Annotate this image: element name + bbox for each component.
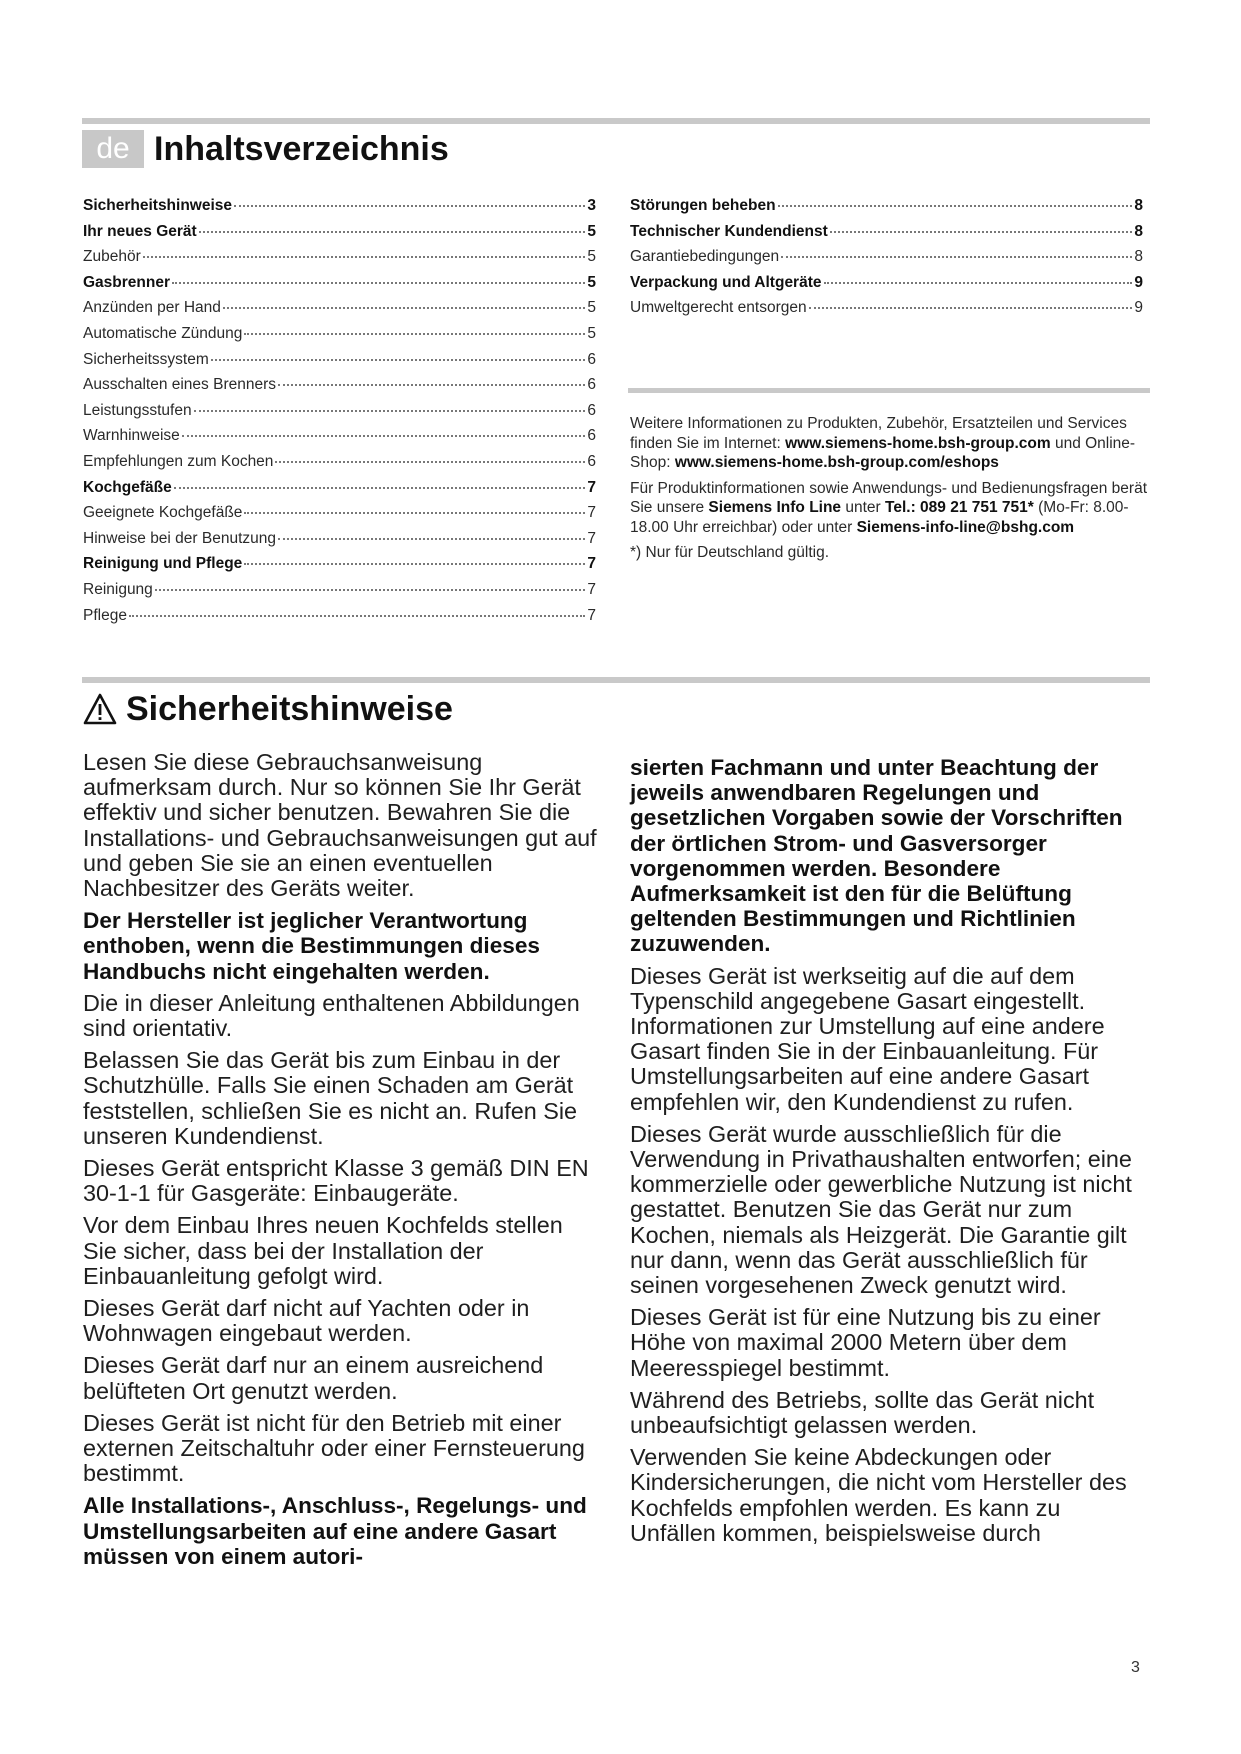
page-number: 3 bbox=[1131, 1659, 1140, 1676]
toc-entry[interactable] bbox=[83, 581, 596, 607]
safety-right-column bbox=[630, 755, 1150, 1553]
toc-entry-page: 9 bbox=[1134, 273, 1143, 291]
safety-paragraph: Vor dem Einbau Ihres neuen Kochfelds stellen Sie sicher, dass bei der Installation der Einbauanleitung gefolgt wird. bbox=[83, 1212, 563, 1289]
info-rule bbox=[628, 388, 1150, 393]
toc-leader-dots bbox=[778, 205, 1133, 207]
eshop-link[interactable]: www.siemens-home.bsh-group.com/eshops bbox=[674, 454, 999, 471]
info-paragraph-web: Weitere Informationen zu Produkten, Zubehör, Ersatzteilen und Services finden Sie im Internet: www.siemens-home.bsh-group.com und Online-Shop: www.siemens-home.bsh-group.com/eshops bbox=[630, 415, 1136, 471]
toc-leader-dots bbox=[182, 435, 586, 437]
toc-entry-page: 5 bbox=[587, 222, 596, 240]
toc-entry[interactable] bbox=[83, 555, 596, 581]
safety-paragraph: Lesen Sie diese Gebrauchsanweisung aufmerksam durch. Nur so können Sie Ihr Gerät effektiv und sicher benutzen. Bewahren Sie die Installations- und Gebrauchsanweisungen gut auf und geben Sie sie an einen eventuellen Nachbesitzer des Geräts weiter. bbox=[83, 749, 597, 902]
toc-entry-page: 7 bbox=[587, 555, 596, 573]
safety-paragraph: Während des Betriebs, sollte das Gerät nicht unbeaufsichtigt gelassen werden. bbox=[630, 1386, 1095, 1439]
toc-entry-title: Leistungsstufen bbox=[83, 401, 192, 419]
toc-entry-page: 7 bbox=[587, 478, 596, 496]
toc-entry-page: 5 bbox=[587, 248, 596, 266]
toc-entry-title: Ihr neues Gerät bbox=[83, 222, 197, 240]
toc-leader-dots bbox=[278, 538, 585, 540]
toc-entry[interactable] bbox=[630, 223, 1143, 249]
toc-entry-page: 8 bbox=[1134, 222, 1143, 240]
toc-leader-dots bbox=[194, 410, 586, 412]
safety-paragraph: Dieses Gerät ist werkseitig auf die auf dem Typenschild angegebene Gasart eingestellt. Informationen zur Umstellung auf eine andere Gasart finden Sie in der Einbauanleitung. Für Umstellungsarbeiten auf eine andere Gasart empfehlen wir, den Kundendienst zu rufen. bbox=[630, 962, 1105, 1115]
toc-entry-page: 9 bbox=[1134, 299, 1143, 317]
toc-entry-title: Umweltgerecht entsorgen bbox=[630, 299, 807, 317]
toc-entry-page: 7 bbox=[587, 606, 596, 624]
toc-leader-dots bbox=[155, 589, 586, 591]
toc-leader-dots bbox=[244, 563, 585, 565]
toc-entry[interactable] bbox=[83, 402, 596, 428]
safety-paragraph: Dieses Gerät ist nicht für den Betrieb mit einer externen Zeitschaltuhr oder einer Fernsteuerung bestimmt. bbox=[83, 1409, 585, 1487]
toc-leader-dots bbox=[199, 231, 586, 233]
toc-entry-page: 7 bbox=[587, 504, 596, 522]
toc-entry[interactable] bbox=[83, 351, 596, 377]
toc-title: Inhaltsverzeichnis bbox=[154, 130, 449, 168]
toc-entry[interactable] bbox=[83, 325, 596, 351]
toc-entry[interactable] bbox=[83, 504, 596, 530]
safety-paragraph: Belassen Sie das Gerät bis zum Einbau in der Schutzhülle. Falls Sie einen Schaden am Gerät feststellen, schließen Sie es nicht an. Rufen Sie unseren Kundendienst. bbox=[83, 1047, 578, 1149]
toc-entry-title: Reinigung bbox=[83, 580, 153, 598]
toc-leader-dots bbox=[234, 205, 585, 207]
toc-entry-title: Technischer Kundendienst bbox=[630, 222, 828, 240]
toc-entry[interactable] bbox=[83, 299, 596, 325]
toc-entry-title: Warnhinweise bbox=[83, 427, 180, 445]
toc-entry[interactable] bbox=[630, 274, 1143, 300]
safety-left-column bbox=[83, 750, 603, 1576]
toc-entry-page: 6 bbox=[587, 427, 596, 445]
toc-entry-page: 7 bbox=[587, 580, 596, 598]
toc-entry-page: 8 bbox=[1134, 248, 1143, 266]
safety-paragraph: Dieses Gerät wurde ausschließlich für die Verwendung in Privathaushalten entworfen; eine kommerzielle oder gewerbliche Nutzung ist nicht gestattet. Benutzen Sie das Gerät nur zum Kochen, niemals als Heizgerät. Die Garantie gilt nur dann, wenn das Gerät ausschließlich für seinen vorgesehenen Zweck genutzt wird. bbox=[630, 1120, 1132, 1299]
toc-entry-page: 3 bbox=[587, 197, 596, 214]
toc-entry-title: Hinweise bei der Benutzung bbox=[83, 529, 277, 547]
toc-leader-dots bbox=[278, 384, 585, 386]
toc-entry[interactable] bbox=[83, 479, 596, 505]
toc-leader-dots bbox=[824, 282, 1133, 284]
safety-paragraph: Dieses Gerät entspricht Klasse 3 gemäß DIN EN 30-1-1 für Gasgeräte: Einbaugeräte. bbox=[83, 1155, 589, 1207]
toc-entry-title: Garantiebedingungen bbox=[630, 248, 780, 266]
toc-entry[interactable] bbox=[83, 248, 596, 274]
toc-entry-title: Sicherheitssystem bbox=[83, 350, 209, 368]
toc-leader-dots bbox=[275, 461, 585, 463]
toc-entry[interactable] bbox=[83, 223, 596, 249]
toc-entry[interactable] bbox=[83, 453, 596, 479]
safety-paragraph: Verwenden Sie keine Abdeckungen oder Kindersicherungen, die nicht vom Hersteller des Kochfelds empfohlen werden. Es kann zu Unfällen kommen, beispielsweise durch bbox=[630, 1444, 1127, 1546]
info-paragraph-hotline: Für Produktinformationen sowie Anwendungs- und Bedienungsfragen berät Sie unsere Siemens Info Line unter Tel.: 089 21 751 751* (Mo-Fr: 8.00-18.00 Uhr erreichbar) oder unter Siemens-info-line@bshg.com bbox=[630, 479, 1147, 536]
safety-heading bbox=[83, 686, 453, 732]
toc-leader-dots bbox=[244, 333, 585, 335]
safety-warning-paragraph: Der Hersteller ist jeglicher Verantwortung enthoben, wenn die Bestimmungen dieses Handbuchs nicht eingehalten werden. bbox=[83, 908, 540, 984]
toc-leader-dots bbox=[244, 512, 585, 514]
toc-leader-dots bbox=[172, 282, 585, 284]
hotline-email[interactable]: Siemens-info-line@bshg.com bbox=[856, 518, 1075, 536]
toc-leader-dots bbox=[781, 256, 1132, 258]
toc-entry-page: 6 bbox=[587, 350, 596, 368]
info-box bbox=[630, 414, 1150, 569]
toc-entry[interactable] bbox=[630, 197, 1143, 223]
toc-entry-page: 6 bbox=[587, 376, 596, 394]
safety-paragraph: Dieses Gerät darf nicht auf Yachten oder in Wohnwagen eingebaut werden. bbox=[83, 1295, 530, 1347]
toc-leader-dots bbox=[211, 359, 586, 361]
toc-entry-page: 7 bbox=[587, 529, 596, 547]
toc-entry[interactable] bbox=[83, 197, 596, 223]
toc-top-rule bbox=[82, 118, 1150, 124]
toc-leader-dots bbox=[223, 307, 585, 309]
toc-entry[interactable] bbox=[630, 248, 1143, 274]
toc-entry-title: Geeignete Kochgefäße bbox=[83, 504, 243, 522]
toc-leader-dots bbox=[143, 256, 586, 258]
toc-entry-title: Ausschalten eines Brenners bbox=[83, 376, 277, 394]
website-link[interactable]: www.siemens-home.bsh-group.com bbox=[785, 434, 1051, 452]
toc-entry-title: Automatische Zündung bbox=[83, 324, 243, 342]
toc-entry-title: Gasbrenner bbox=[83, 273, 171, 291]
hotline-phone: Tel.: 089 21 751 751* bbox=[885, 499, 1034, 516]
safety-warning-paragraph: Alle Installations-, Anschluss-, Regelungs- und Umstellungsarbeiten auf eine andere Gasart müssen von einem autori- bbox=[83, 1493, 587, 1569]
toc-right-column bbox=[630, 197, 1143, 325]
toc-entry-title: Pflege bbox=[83, 606, 127, 624]
safety-warning-paragraph: sierten Fachmann und unter Beachtung der jeweils anwendbaren Regelungen und gesetzlichen Vorgaben sowie der Vorschriften der örtlichen Strom- und Gasversorger vorgenommen werden. Besondere Aufmerksamkeit ist den für die Belüftung geltenden Bestimmungen und Richtlinien zuzuwenden. bbox=[630, 755, 1123, 957]
toc-entry-title: Verpackung und Altgeräte bbox=[630, 273, 822, 291]
toc-leader-dots bbox=[809, 307, 1133, 309]
warning-triangle-icon bbox=[83, 693, 117, 725]
safety-paragraph: Dieses Gerät darf nur an einem ausreichend belüfteten Ort genutzt werden. bbox=[83, 1352, 544, 1404]
toc-entry[interactable] bbox=[83, 376, 596, 402]
toc-entry-title: Sicherheitshinweise bbox=[83, 197, 233, 214]
language-badge: de bbox=[82, 130, 144, 168]
toc-entry-title: Störungen beheben bbox=[630, 197, 776, 214]
toc-entry-page: 5 bbox=[587, 273, 596, 291]
safety-title: Sicherheitshinweise bbox=[126, 690, 453, 728]
toc-leader-dots bbox=[830, 231, 1133, 233]
toc-entry[interactable] bbox=[83, 274, 596, 300]
toc-entry-page: 5 bbox=[587, 324, 596, 342]
toc-entry-page: 8 bbox=[1134, 197, 1143, 214]
toc-entry[interactable] bbox=[83, 607, 596, 633]
toc-entry-title: Kochgefäße bbox=[83, 478, 172, 496]
toc-entry-page: 6 bbox=[587, 401, 596, 419]
safety-paragraph: Die in dieser Anleitung enthaltenen Abbildungen sind orientativ. bbox=[83, 989, 580, 1042]
toc-entry[interactable] bbox=[83, 530, 596, 556]
safety-rule bbox=[82, 677, 1150, 683]
info-footnote: *) Nur für Deutschland gültig. bbox=[630, 544, 830, 561]
toc-entry-title: Zubehör bbox=[83, 248, 141, 266]
toc-entry[interactable] bbox=[83, 427, 596, 453]
toc-leader-dots bbox=[174, 487, 586, 489]
toc-entry-page: 6 bbox=[587, 452, 596, 470]
info-line-name: Siemens Info Line bbox=[708, 499, 842, 516]
toc-entry-title: Reinigung und Pflege bbox=[83, 555, 243, 573]
safety-paragraph: Dieses Gerät ist für eine Nutzung bis zu einer Höhe von maximal 2000 Metern über dem Meeresspiegel bestimmt. bbox=[630, 1304, 1101, 1381]
toc-left-column bbox=[83, 197, 596, 632]
toc-entry-title: Empfehlungen zum Kochen bbox=[83, 452, 274, 470]
toc-leader-dots bbox=[129, 615, 585, 617]
toc-entry-title: Anzünden per Hand bbox=[83, 299, 221, 317]
toc-entry[interactable] bbox=[630, 299, 1143, 325]
toc-entry-page: 5 bbox=[587, 299, 596, 317]
